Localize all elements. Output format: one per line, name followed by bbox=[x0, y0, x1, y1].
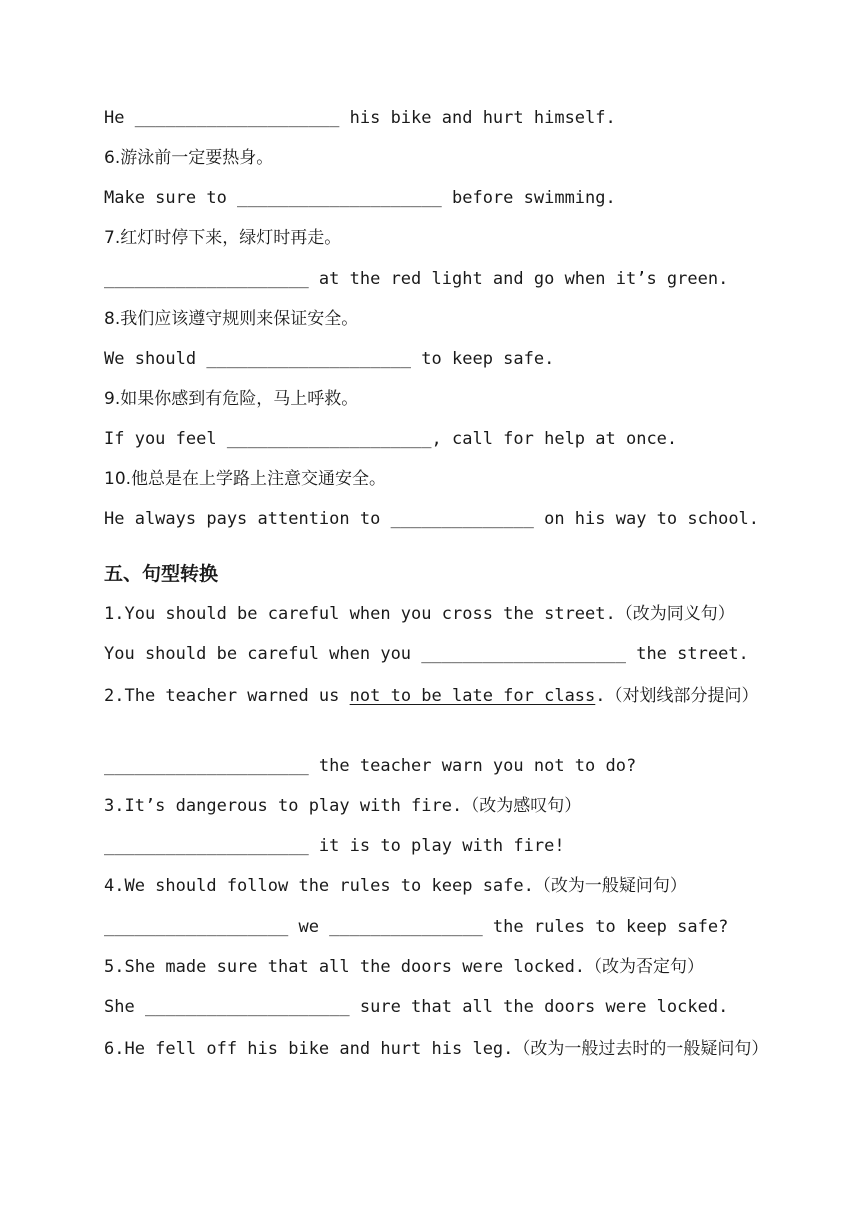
q6-prompt: 6.He fell off his bike and hurt his leg.（改为一般过去时的一般疑问句） bbox=[104, 1039, 769, 1059]
q5-prompt: 5.She made sure that all the doors were locked.（改为否定句） bbox=[104, 957, 705, 977]
q3-prompt: 3.It’s dangerous to play with fire.（改为感叹句） bbox=[104, 796, 582, 816]
q4-prompt: 4.We should follow the rules to keep safe.（改为一般疑问句） bbox=[104, 876, 687, 896]
sentence-6-english: Make sure to ____________________ before swimming. bbox=[104, 188, 616, 208]
q2-answer-line: ____________________ the teacher warn you not to do? bbox=[104, 756, 637, 776]
sentence-6-chinese: 6.游泳前一定要热身。 bbox=[104, 148, 274, 168]
sentence-8-english: We should ____________________ to keep safe. bbox=[104, 349, 555, 369]
q2-prompt-end: .（对划线部分提问） bbox=[595, 686, 759, 706]
sentence-9-chinese: 9.如果你感到有危险，马上呼救。 bbox=[104, 389, 359, 409]
section-5-heading: 五、句型转换 bbox=[104, 563, 219, 585]
sentence-10-chinese: 10.他总是在上学路上注意交通安全。 bbox=[104, 469, 387, 489]
sentence-9-english: If you feel ____________________, call for help at once. bbox=[104, 429, 678, 449]
sentence-7-chinese: 7.红灯时停下来，绿灯时再走。 bbox=[104, 228, 342, 248]
q4-answer-line: __________________ we _______________ the rules to keep safe? bbox=[104, 917, 729, 937]
q2-underlined-part: not to be late for class bbox=[349, 686, 596, 706]
sentence-7-english: ____________________ at the red light and go when it’s green. bbox=[104, 269, 729, 289]
sentence-5-english: He ____________________ his bike and hurt himself. bbox=[104, 108, 616, 128]
q1-prompt: 1.You should be careful when you cross the street.（改为同义句） bbox=[104, 604, 735, 624]
sentence-10-english: He always pays attention to ______________ on his way to school. bbox=[104, 509, 760, 529]
q1-answer-line: You should be careful when you ____________________ the street. bbox=[104, 644, 749, 664]
q5-answer-line: She ____________________ sure that all the doors were locked. bbox=[104, 997, 729, 1017]
q3-answer-line: ____________________ it is to play with fire! bbox=[104, 836, 565, 856]
sentence-8-chinese: 8.我们应该遵守规则来保证安全。 bbox=[104, 309, 359, 329]
q2-prompt bbox=[104, 682, 820, 710]
q2-prompt-start: 2.The teacher warned us bbox=[104, 686, 350, 706]
